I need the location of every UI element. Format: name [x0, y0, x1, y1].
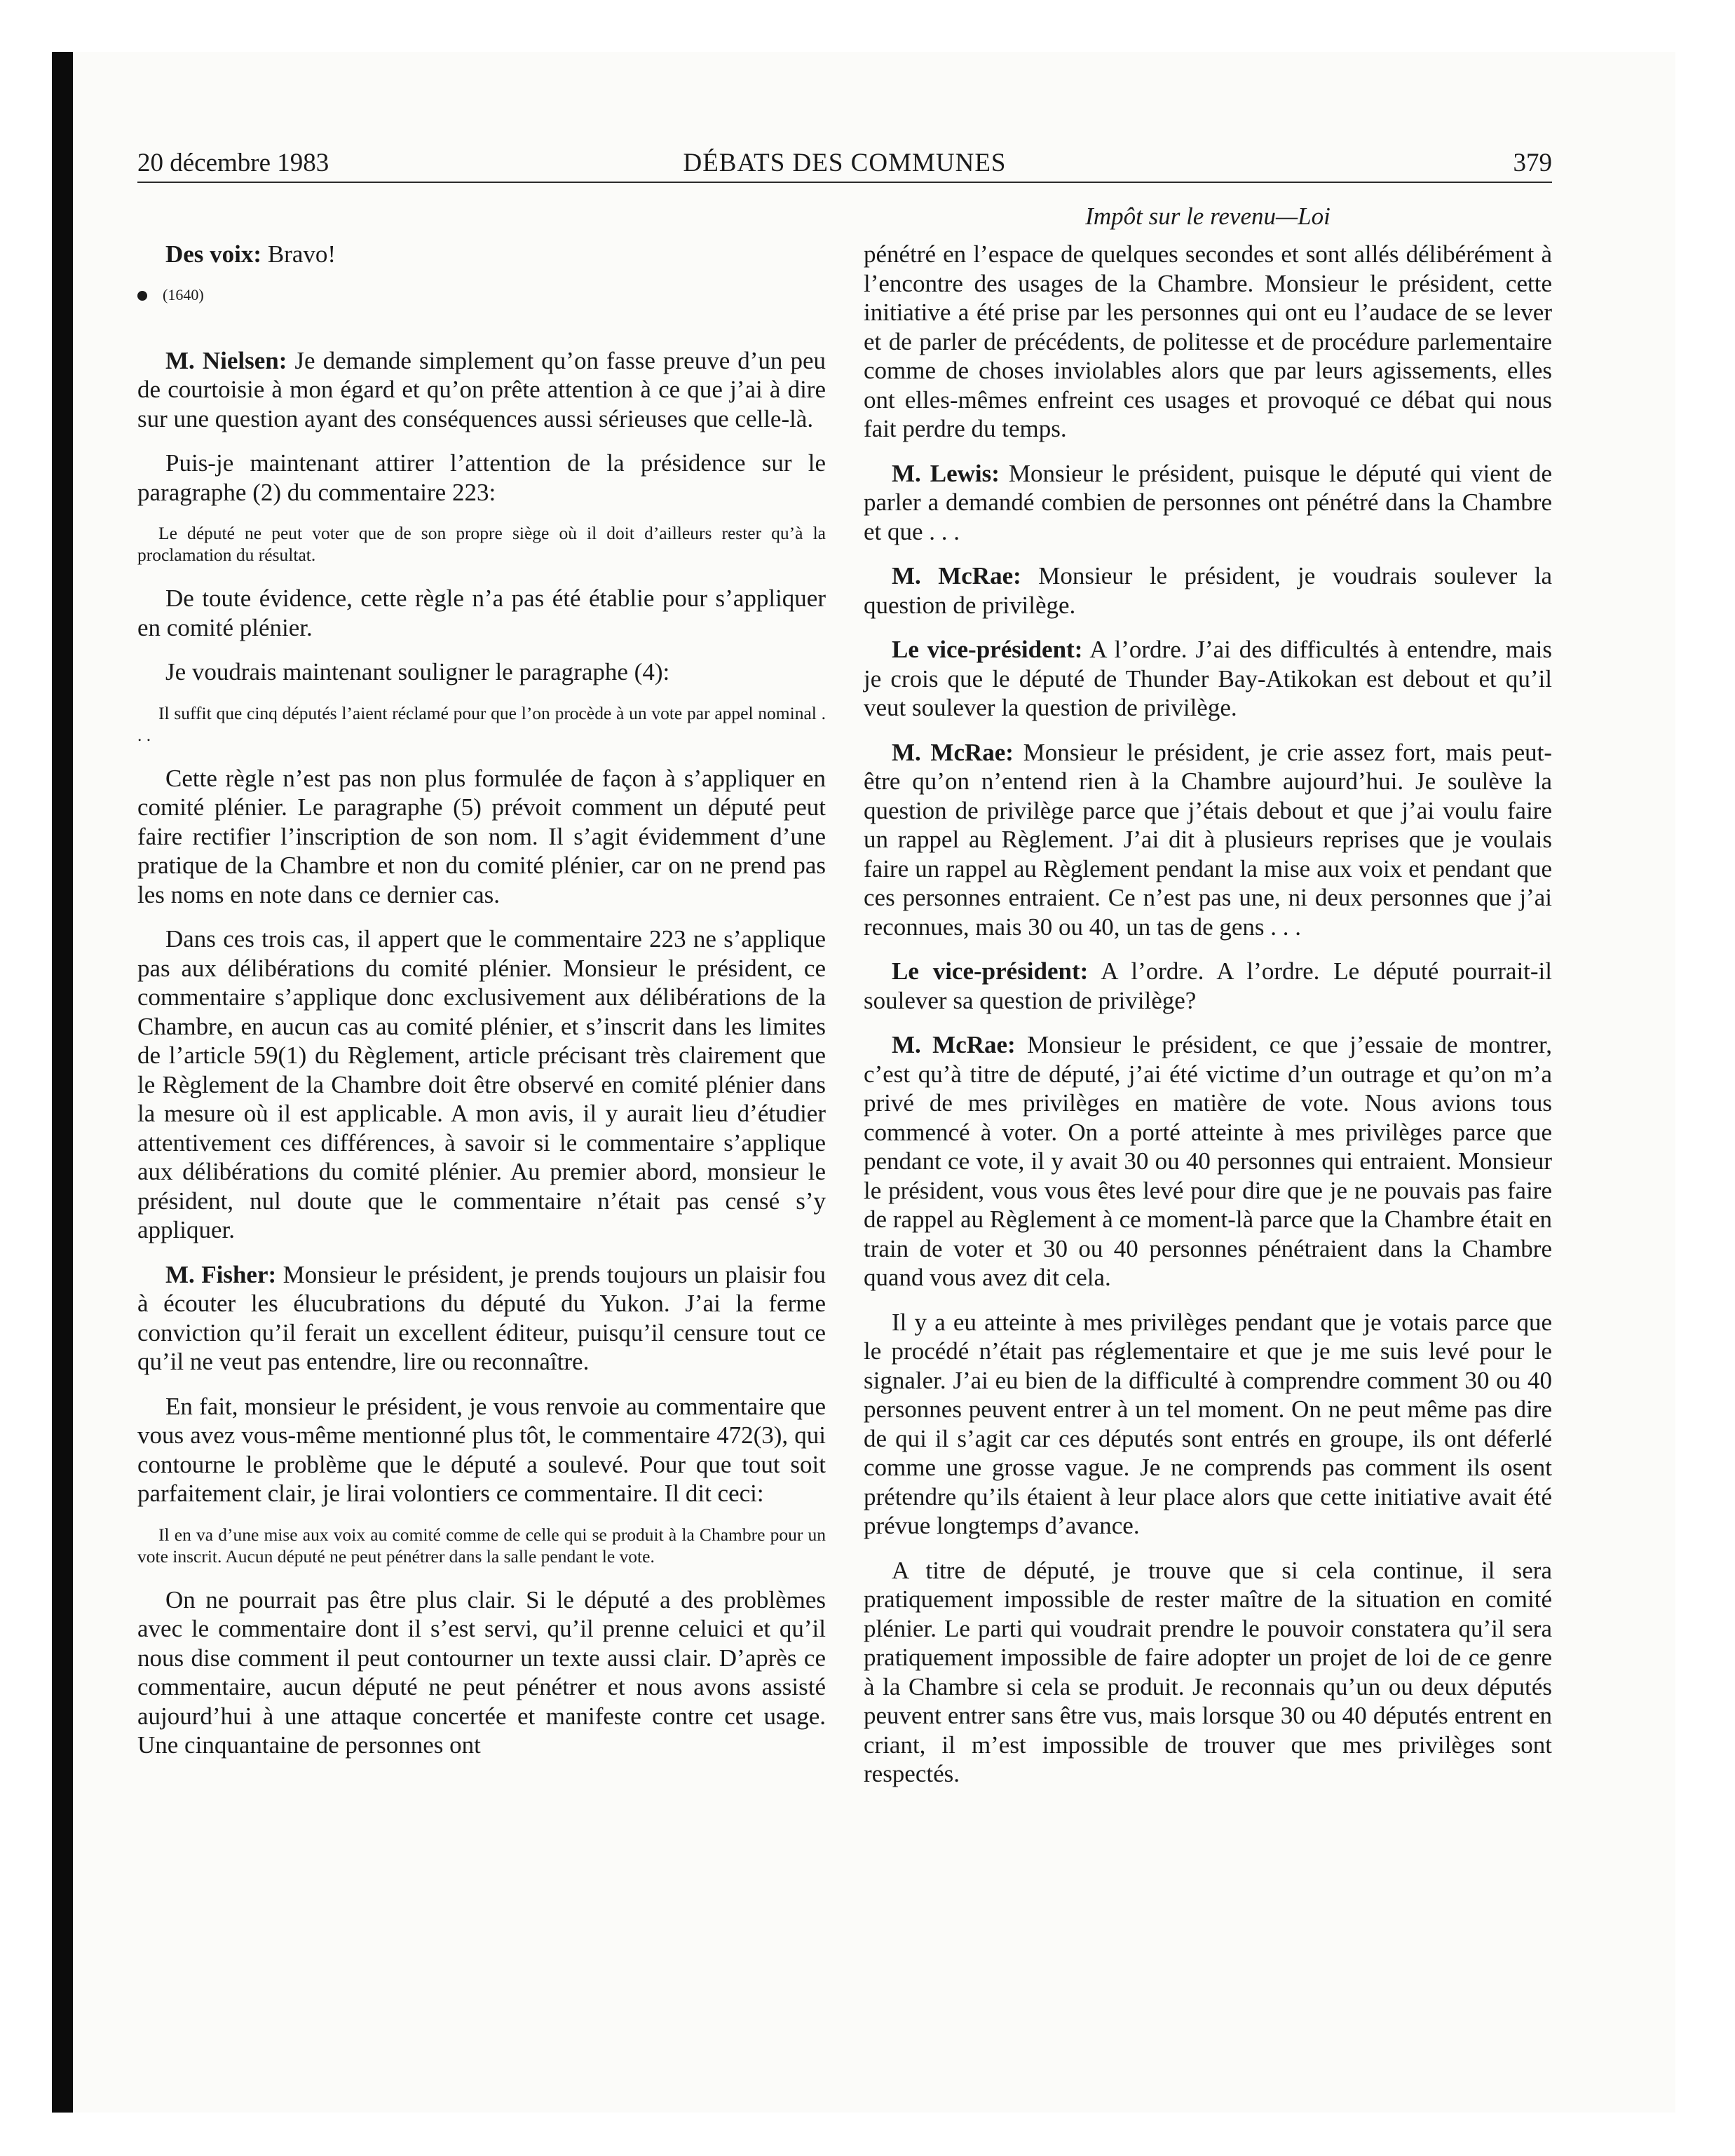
speaker-name: Le vice-président: — [892, 957, 1089, 985]
paragraph-text: A l’ordre. J’ai des difficultés à entendre, mais je crois que le député de Thunder Bay-Atikokan est debout et qu’il veut soulever la question de privilège. — [864, 636, 1552, 721]
paragraph-text: Monsieur le président, je prends toujours un plaisir fou à écouter les élucubrations du député du Yukon. J’ai la ferme conviction qu’il ferait un excellent éditeur, puisqu’il censure tout ce qu’il ne veut pas entendre, lire ou reconnaître. — [137, 1260, 826, 1375]
speaker-name: M. Fisher: — [165, 1260, 277, 1288]
header-page-number: 379 — [1513, 149, 1552, 177]
paragraph: De toute évidence, cette règle n’a pas été établie pour s’appliquer en comité plénier. — [137, 585, 826, 641]
page-header — [137, 146, 1552, 181]
speaker-name: Des voix: — [165, 240, 262, 268]
right-column — [864, 240, 1552, 1804]
running-head: Impôt sur le revenu—Loi — [1085, 203, 1331, 230]
paragraph-text: Bravo! — [267, 240, 336, 268]
paragraph-text: Je demande simplement qu’on fasse preuve d’un peu de courtoisie à mon égard et qu’on prête attention à ce que j’ai à dire sur une question ayant des conséquences aussi sérieuses que celle-là. — [137, 346, 826, 432]
paragraph — [864, 635, 1552, 723]
time-marker — [137, 285, 826, 306]
time-marker-text: (1640) — [163, 285, 204, 303]
quotation: Il suffit que cinq députés l’aient réclamé pour que l’on procède à un vote par appel nominal . . . — [137, 702, 826, 745]
paragraph — [137, 240, 826, 269]
paragraph-text: Monsieur le président, je voudrais soulever la question de privilège. — [864, 562, 1552, 619]
paragraph-text: A l’ordre. A l’ordre. Le député pourrait-il soulever sa question de privilège? — [864, 957, 1552, 1014]
paragraph: A titre de député, je trouve que si cela continue, il sera pratiquement impossible de rester maître de la situation en comité plénier. Le parti qui voudrait prendre le pouvoir constatera qu’il sera pratiquement impossible de faire adopter un projet de loi de ce genre à la Chambre si cela se produit. Je reconnais qu’un ou deux députés peuvent entrer sans être vus, mais lorsque 30 ou 40 députés entrent en criant, il m’est impossible de trouver que mes privilèges sont respectés. — [864, 1556, 1552, 1787]
quotation: Il en va d’une mise aux voix au comité comme de celle qui se produit à la Chambre pour un vote inscrit. Aucun député ne peut pénétrer dans la salle pendant le vote. — [137, 1524, 826, 1567]
speaker-name: M. Nielsen: — [165, 346, 287, 374]
speaker-name: M. Lewis: — [892, 459, 1000, 487]
paragraph — [137, 1260, 826, 1377]
header-rule — [137, 182, 1552, 183]
paragraph-text: Monsieur le président, je crie assez fort, mais peut-être qu’on n’entend rien à la Chambre aujourd’hui. Je soulève la question de privilège parce que j’étais debout et que j’ai voulu faire un rappel au Règlement. J’ai dit à plusieurs reprises que je voulais faire un rappel au Règlement pendant la mise aux voix et pendant que ces personnes entraient. Ce n’est pas une, ni deux personnes que j’ai reconnues, mais 30 ou 40, un tas de gens . . . — [864, 738, 1553, 941]
paragraph — [864, 738, 1552, 942]
paragraph-text: Monsieur le président, ce que j’essaie de montrer, c’est qu’à titre de député, j’ai été victime d’un outrage et qu’on m’a privé de mes privilèges en matière de vote. Nous avions tous commencé à voter. On a porté atteinte à mes privilèges parce que pendant ce vote, il y avait 30 ou 40 personnes qui entraient. Monsieur le président, vous vous êtes levé pour dire que je ne pouvais pas faire de rappel au Règlement à ce moment-là parce que la Chambre était en train de voter et 30 ou 40 personnes pénétraient dans la Chambre quand vous avez dit cela. — [864, 1031, 1553, 1291]
scan-edge-bar — [52, 52, 73, 2113]
paragraph: Puis-je maintenant attirer l’attention de la présidence sur le paragraphe (2) du commentaire 223: — [137, 449, 826, 506]
paragraph: Dans ces trois cas, il appert que le commentaire 223 ne s’applique pas aux délibérations du comité plénier. Monsieur le président, ce commentaire s’applique donc exclusivement aux délibérations de la Chambre, en aucun cas au comité plénier, et s’inscrit dans les limites de l’article 59(1) du Règlement, article précisant très clairement que le Règlement de la Chambre doit être observé en comité plénier dans la mesure où il est applicable. A mon avis, il y aurait lieu d’étudier attentivement ces différences, à savoir si le commentaire s’applique aux délibérations du comité plénier. Au premier abord, monsieur le président, nul doute que le commentaire n’était pas censé s’y appliquer. — [137, 925, 826, 1243]
paragraph: Cette règle n’est pas non plus formulée de façon à s’appliquer en comité plénier. Le paragraphe (5) prévoit comment un député peut faire rectifier l’inscription de son nom. Il s’agit évidemment d’une pratique de la Chambre et non du comité plénier, car on ne prend pas les noms en note dans ce dernier cas. — [137, 764, 826, 908]
header-date: 20 décembre 1983 — [137, 149, 329, 177]
paragraph — [137, 346, 826, 434]
paragraph: En fait, monsieur le président, je vous renvoie au commentaire que vous avez vous-même mentionné plus tôt, le commentaire 472(3), qui contourne le problème que le député a soulevé. Pour que tout soit parfaitement clair, je lirai volontiers ce commentaire. Il dit ceci: — [137, 1392, 826, 1507]
quotation: Le député ne peut voter que de son propre siège où il doit d’ailleurs rester qu’à la proclamation du résultat. — [137, 523, 826, 565]
paragraph-text: Monsieur le président, puisque le député qui vient de parler a demandé combien de personnes ont pénétré dans la Chambre et que . . . — [864, 459, 1552, 545]
bullet-dot-icon — [137, 291, 147, 301]
speaker-name: M. McRae: — [892, 1031, 1016, 1058]
paragraph — [864, 957, 1552, 1015]
paragraph: pénétré en l’espace de quelques secondes et sont allés délibérément à l’encontre des usages de la Chambre. Monsieur le président, cette initiative a été prise par les personnes qui ont eu l’audace de se lever et de parler de précédents, de politesse et de procédure parlementaire comme de choses inviolables alors que par leurs agissements, elles ont elles-mêmes enfreint ces usages et provoqué ce débat qui nous fait perdre du temps. — [864, 240, 1552, 442]
left-column — [137, 240, 826, 1775]
paragraph: On ne pourrait pas être plus clair. Si le député a des problèmes avec le commentaire dont il s’est servi, qu’il prenne celuici et qu’il nous dise comment il peut contourner un texte aussi clair. D’après ce commentaire, aucun député ne peut pénétrer et nous avons assisté aujourd’hui à une attaque concertée et manifeste contre cet usage. Une cinquantaine de personnes ont — [137, 1585, 826, 1759]
speaker-name: M. McRae: — [892, 738, 1014, 766]
paragraph — [864, 561, 1552, 620]
speaker-name: M. McRae: — [892, 562, 1021, 589]
speaker-name: Le vice-président: — [892, 636, 1083, 663]
paragraph — [864, 1030, 1552, 1292]
paragraph: Je voudrais maintenant souligner le paragraphe (4): — [165, 658, 670, 685]
header-journal-title: DÉBATS DES COMMUNES — [683, 149, 1007, 177]
paragraph — [864, 459, 1552, 547]
paragraph: Il y a eu atteinte à mes privilèges pendant que je votais parce que le procédé n’était pas réglementaire et que je me suis levé pour le signaler. J’ai eu bien de la difficulté à comprendre comment 30 ou 40 personnes peuvent entrer à un tel moment. On ne peut même pas dire de qui il s’agit car ces députés sont entrés en groupe, ils ont déferlé comme une grosse vague. Je ne comprends pas comment ils osent prétendre qu’ils étaient à leur place alors que cette initiative avait été prévue longtemps d’avance. — [864, 1308, 1552, 1539]
